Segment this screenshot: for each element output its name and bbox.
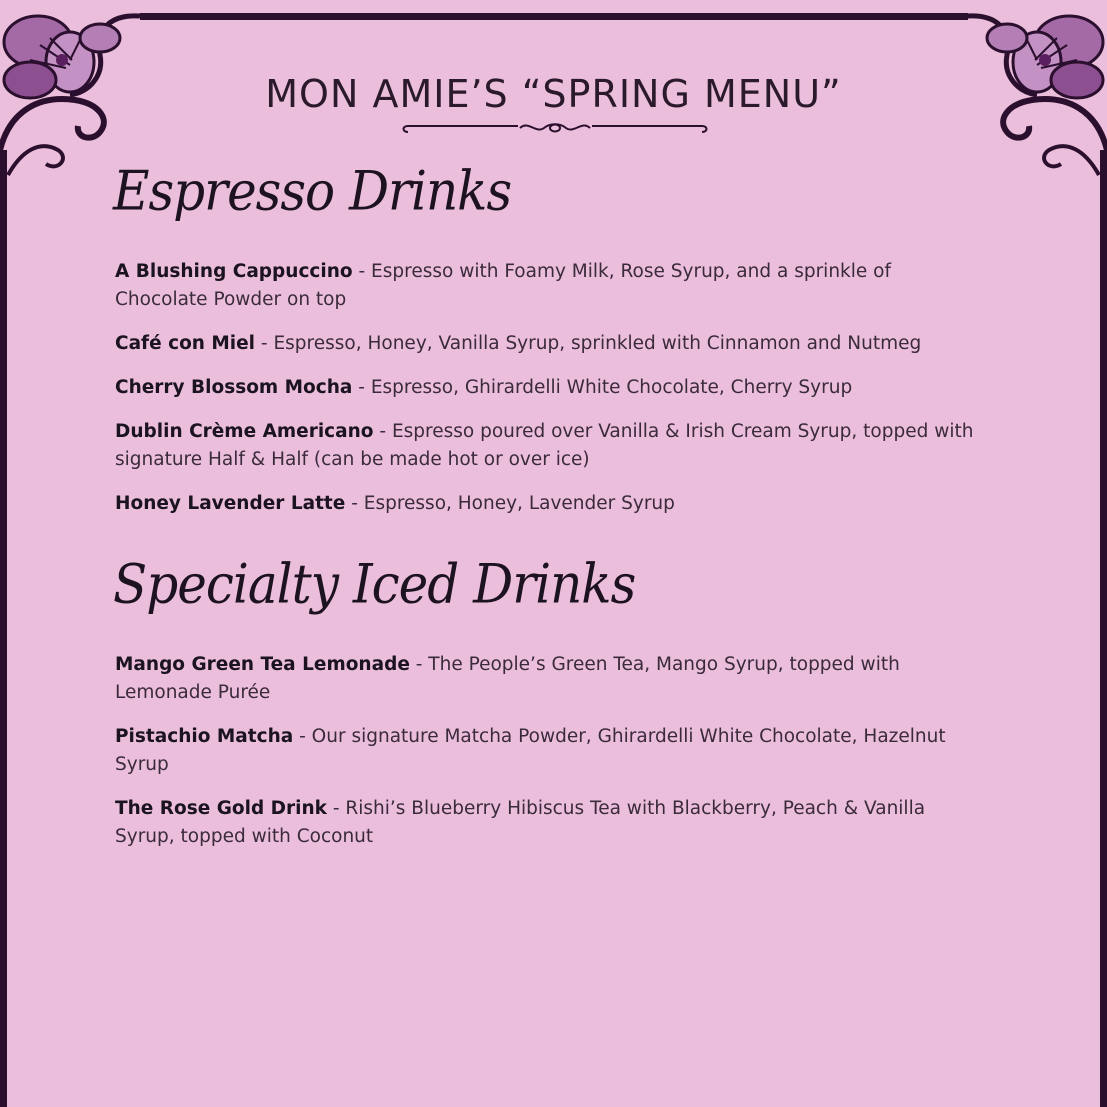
item-name: A Blushing Cappuccino — [115, 261, 353, 282]
item-name: The Rose Gold Drink — [115, 798, 327, 819]
left-border-line — [0, 150, 7, 1107]
item-description: - Espresso, Honey, Vanilla Syrup, sprinkled with Cinnamon and Nutmeg — [255, 333, 922, 354]
item-description: - Espresso, Honey, Lavender Syrup — [345, 493, 675, 514]
menu-item — [115, 330, 975, 358]
item-description: - Rishi’s Blueberry Hibiscus Tea with Blackberry, Peach & Vanilla Syrup, topped with Coconut — [115, 798, 926, 847]
top-border-line — [140, 13, 968, 20]
specialty-iced-drinks-list — [115, 651, 975, 851]
right-border-line — [1100, 150, 1107, 1107]
menu-item — [115, 723, 975, 779]
espresso-drinks-list — [115, 258, 975, 518]
item-name: Mango Green Tea Lemonade — [115, 654, 410, 675]
title-divider-ornament — [400, 118, 710, 138]
item-description: - Espresso, Ghirardelli White Chocolate, Cherry Syrup — [352, 377, 853, 398]
item-description: - Espresso with Foamy Milk, Rose Syrup, and a sprinkle of Chocolate Powder on top — [115, 261, 891, 310]
item-description: - The People’s Green Tea, Mango Syrup, topped with Lemonade Purée — [115, 654, 900, 703]
menu-item — [115, 418, 975, 474]
menu-item — [115, 795, 975, 851]
section-heading-espresso-drinks: Espresso Drinks — [113, 160, 512, 223]
menu-item — [115, 258, 975, 314]
menu-item — [115, 651, 975, 707]
item-description: - Our signature Matcha Powder, Ghirardelli White Chocolate, Hazelnut Syrup — [115, 726, 946, 775]
menu-item — [115, 490, 975, 518]
item-name: Pistachio Matcha — [115, 726, 294, 747]
item-name: Dublin Crème Americano — [115, 421, 374, 442]
menu-item — [115, 374, 975, 402]
item-description: - Espresso poured over Vanilla & Irish Cream Syrup, topped with signature Half & Half (can be made hot or over ice) — [115, 421, 974, 470]
section-heading-specialty-iced-drinks: Specialty Iced Drinks — [113, 553, 636, 616]
item-name: Honey Lavender Latte — [115, 493, 346, 514]
item-name: Cherry Blossom Mocha — [115, 377, 353, 398]
menu-title: MON AMIE’S “SPRING MENU” — [265, 72, 842, 116]
item-name: Café con Miel — [115, 333, 256, 354]
